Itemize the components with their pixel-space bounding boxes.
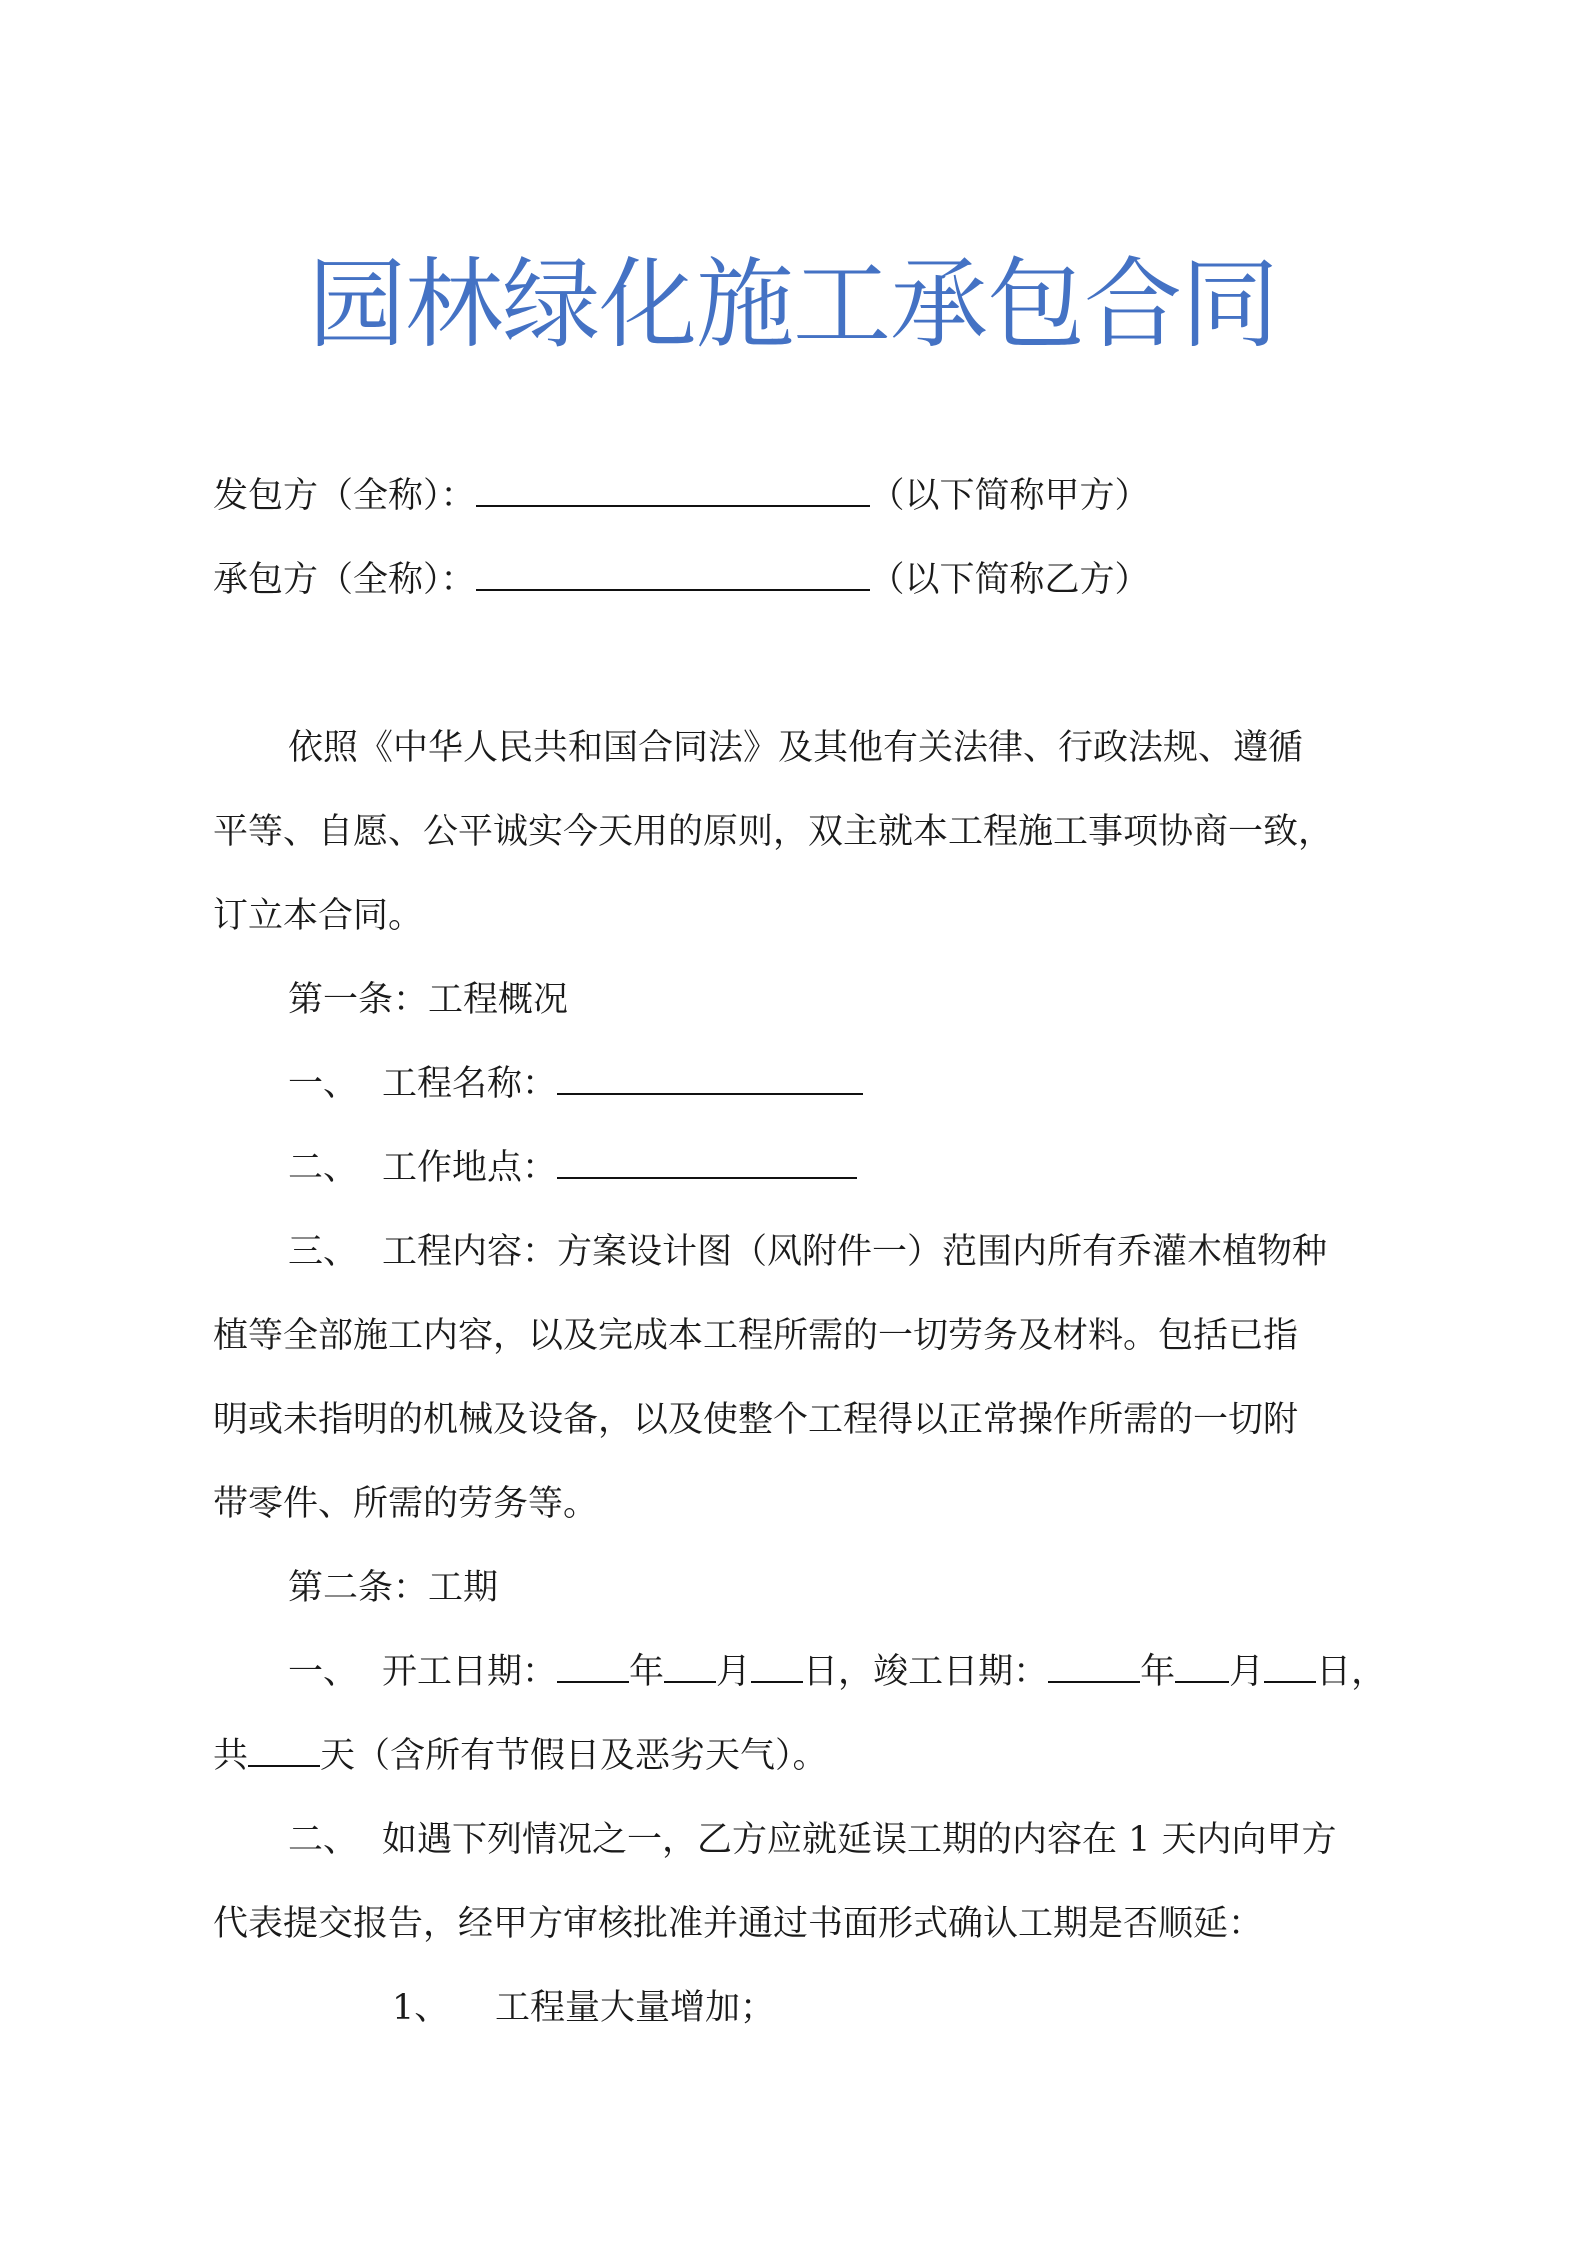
preamble-line: 依照《中华人民共和国合同法》及其他有关法律、行政法规、遵循 bbox=[288, 728, 1304, 768]
month-label: 月 bbox=[716, 1652, 752, 1692]
preamble-line: 平等、自愿、公平诚实今天用的原则，双主就本工程施工事项协商一致， bbox=[213, 812, 1334, 852]
work-site-line bbox=[213, 1126, 1393, 1210]
project-name-label: 工程名称： bbox=[382, 1064, 558, 1104]
day-label: 日， bbox=[803, 1652, 874, 1692]
article1-heading: 第一条：工程概况 bbox=[288, 980, 569, 1020]
delay-text: 如遇下列情况之一，乙方应就延误工期的内容在 1 天内向甲方 bbox=[382, 1820, 1337, 1860]
end-year-blank[interactable] bbox=[1048, 1651, 1140, 1683]
total-days-line bbox=[213, 1714, 1393, 1798]
work-site-blank[interactable] bbox=[557, 1147, 857, 1179]
month-label: 月 bbox=[1229, 1652, 1265, 1692]
start-year-blank[interactable] bbox=[557, 1651, 629, 1683]
subitem-number: 1、 bbox=[392, 1988, 450, 2028]
contractor-line bbox=[213, 538, 1393, 622]
total-suffix: 天（含所有节假日及恶劣天气）。 bbox=[320, 1736, 828, 1776]
contractor-suffix: （以下简称乙方） bbox=[869, 560, 1150, 600]
scope-line bbox=[213, 1210, 1393, 1294]
scope-line: 带零件、所需的劳务等。 bbox=[213, 1484, 599, 1524]
contractor-blank[interactable] bbox=[476, 559, 870, 591]
day-label: 日， bbox=[1316, 1652, 1387, 1692]
project-name-blank[interactable] bbox=[557, 1063, 863, 1095]
end-day-blank[interactable] bbox=[1264, 1651, 1316, 1683]
subitem-text: 工程量大量增加； bbox=[495, 1988, 776, 2028]
item-number: 一、 bbox=[288, 1652, 359, 1692]
scope-line: 明或未指明的机械及设备，以及使整个工程得以正常操作所需的一切附 bbox=[213, 1400, 1299, 1440]
total-prefix: 共 bbox=[213, 1736, 249, 1776]
contract-body bbox=[213, 454, 1393, 2050]
end-date-label: 竣工日期： bbox=[873, 1652, 1049, 1692]
item-number: 二、 bbox=[288, 1820, 359, 1860]
start-date-label: 开工日期： bbox=[382, 1652, 558, 1692]
delay-subitem bbox=[213, 1966, 1393, 2050]
employer-line bbox=[213, 454, 1393, 538]
employer-blank[interactable] bbox=[476, 475, 870, 507]
article2-heading: 第二条：工期 bbox=[288, 1568, 499, 1608]
item-number: 三、 bbox=[288, 1232, 359, 1272]
document-title: 园林绿化施工承包合同 bbox=[307, 248, 1278, 362]
spacer bbox=[213, 622, 1393, 706]
total-days-blank[interactable] bbox=[248, 1735, 320, 1767]
year-label: 年 bbox=[1140, 1652, 1176, 1692]
item-number: 一、 bbox=[288, 1064, 359, 1104]
contractor-label: 承包方（全称）： bbox=[213, 560, 476, 600]
employer-suffix: （以下简称甲方） bbox=[869, 476, 1150, 516]
start-month-blank[interactable] bbox=[664, 1651, 716, 1683]
start-day-blank[interactable] bbox=[751, 1651, 803, 1683]
work-site-label: 工作地点： bbox=[382, 1148, 558, 1188]
end-month-blank[interactable] bbox=[1175, 1651, 1229, 1683]
scope-line: 植等全部施工内容，以及完成本工程所需的一切劳务及材料。包括已指 bbox=[213, 1316, 1299, 1356]
employer-label: 发包方（全称）： bbox=[213, 476, 476, 516]
preamble-line: 订立本合同。 bbox=[213, 896, 424, 936]
delay-line: 代表提交报告，经甲方审核批准并通过书面形式确认工期是否顺延： bbox=[213, 1904, 1264, 1944]
scope-text: 工程内容：方案设计图（风附件一）范围内所有乔灌木植物种 bbox=[382, 1232, 1328, 1272]
item-number: 二、 bbox=[288, 1148, 359, 1188]
schedule-line bbox=[213, 1630, 1393, 1714]
year-label: 年 bbox=[629, 1652, 665, 1692]
project-name-line bbox=[213, 1042, 1393, 1126]
delay-line bbox=[213, 1798, 1393, 1882]
